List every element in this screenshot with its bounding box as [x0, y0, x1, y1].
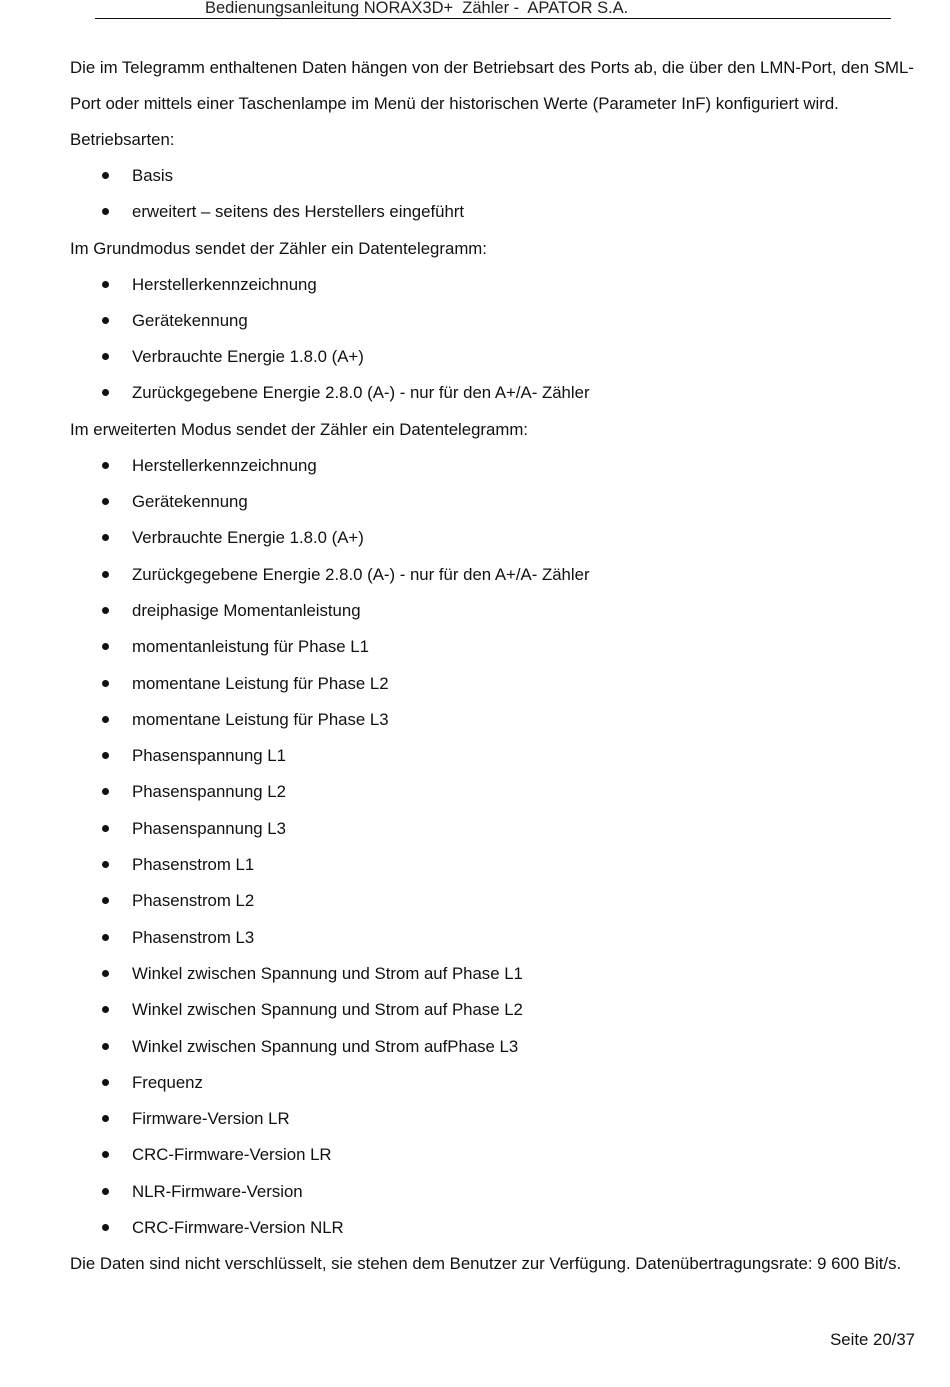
list-item: momentane Leistung für Phase L2 — [70, 666, 915, 702]
list-item: Winkel zwischen Spannung und Strom aufPhase L3 — [70, 1029, 915, 1065]
list-item: Phasenstrom L1 — [70, 847, 915, 883]
list-item: Verbrauchte Energie 1.8.0 (A+) — [70, 339, 915, 375]
list-item: Herstellerkennzeichnung — [70, 267, 915, 303]
list-item: Phasenspannung L3 — [70, 811, 915, 847]
list-item: Firmware-Version LR — [70, 1101, 915, 1137]
list-item: Phasenspannung L2 — [70, 774, 915, 810]
modes-list — [70, 158, 915, 231]
document-title: Bedienungsanleitung NORAX3D+ Zähler - APATOR S.A. — [205, 0, 629, 17]
list-item: Phasenstrom L3 — [70, 920, 915, 956]
list-item: CRC-Firmware-Version NLR — [70, 1210, 915, 1246]
page-content — [70, 50, 915, 1282]
list-item: Phasenstrom L2 — [70, 883, 915, 919]
page-number: Seite 20/37 — [830, 1330, 915, 1349]
basic-mode-heading: Im Grundmodus sendet der Zähler ein Datentelegramm: — [70, 238, 487, 258]
list-item: NLR-Firmware-Version — [70, 1174, 915, 1210]
list-item: momentane Leistung für Phase L3 — [70, 702, 915, 738]
extended-items-list — [70, 448, 915, 1247]
page-header — [95, 0, 891, 19]
list-item: dreiphasige Momentanleistung — [70, 593, 915, 629]
list-item: Zurückgegebene Energie 2.8.0 (A-) - nur für den A+/A- Zähler — [70, 557, 915, 593]
list-item: Winkel zwischen Spannung und Strom auf Phase L2 — [70, 992, 915, 1028]
list-item: Gerätekennung — [70, 303, 915, 339]
basic-items-list — [70, 267, 915, 412]
list-item: Phasenspannung L1 — [70, 738, 915, 774]
list-item: Basis — [70, 158, 915, 194]
intro-paragraph: Die im Telegramm enthaltenen Daten hängen von der Betriebsart des Ports ab, die über den LMN-Port, den SML-Port oder mittels einer Taschenlampe im Menü der historischen Werte (Parameter InF) konfiguriert wird. Betriebsarten: — [70, 58, 914, 149]
closing-paragraph: Die Daten sind nicht verschlüsselt, sie stehen dem Benutzer zur Verfügung. Datenübertragungsrate: 9 600 Bit/s. — [70, 1254, 902, 1274]
list-item: Winkel zwischen Spannung und Strom auf Phase L1 — [70, 956, 915, 992]
extended-mode-heading: Im erweiterten Modus sendet der Zähler ein Datentelegramm: — [70, 419, 528, 439]
list-item: Gerätekennung — [70, 484, 915, 520]
list-item: Herstellerkennzeichnung — [70, 448, 915, 484]
list-item: CRC-Firmware-Version LR — [70, 1137, 915, 1173]
list-item: erweitert – seitens des Herstellers eingeführt — [70, 194, 915, 230]
list-item: Frequenz — [70, 1065, 915, 1101]
list-item: Zurückgegebene Energie 2.8.0 (A-) - nur für den A+/A- Zähler — [70, 375, 915, 411]
list-item: momentanleistung für Phase L1 — [70, 629, 915, 665]
list-item: Verbrauchte Energie 1.8.0 (A+) — [70, 520, 915, 556]
